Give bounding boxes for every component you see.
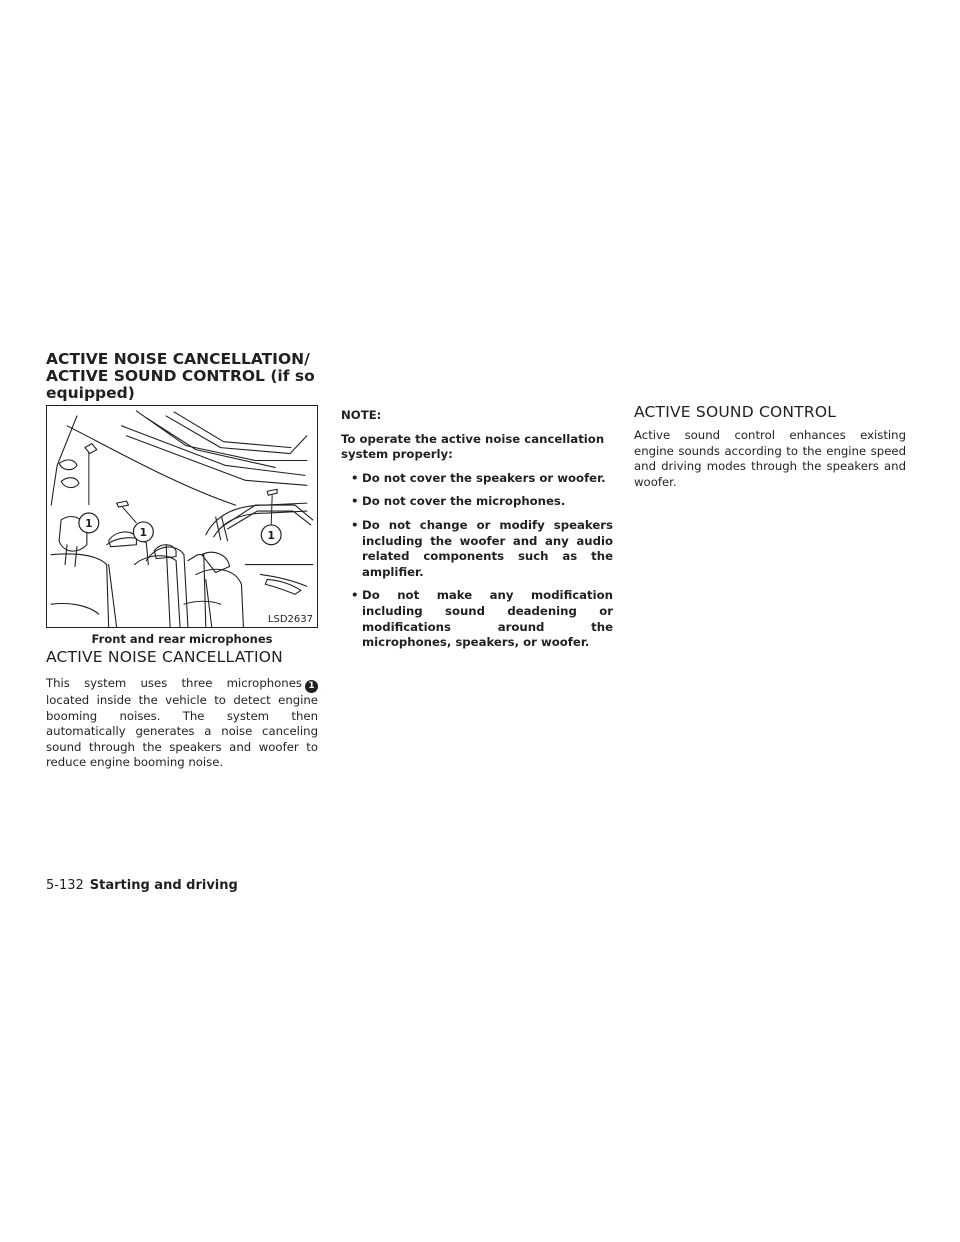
bullet: • <box>351 517 359 532</box>
list-item <box>341 588 613 650</box>
note-block <box>341 408 613 659</box>
page-footer <box>46 878 238 893</box>
list-item-text: Do not make any modification including sound deadening or modifications around the microphones, speakers, or woofer. <box>362 588 613 650</box>
callout-label: 1 <box>85 516 93 530</box>
section-heading <box>46 351 326 402</box>
callout-badge: 1 <box>305 680 318 693</box>
note-list <box>341 471 613 651</box>
callout-label: 1 <box>267 528 275 542</box>
page-number: 5-132 <box>46 878 84 893</box>
figure-code: LSD2637 <box>267 614 313 625</box>
figure-caption: Front and rear microphones <box>91 632 273 646</box>
callout-label: 1 <box>139 525 148 539</box>
list-item <box>341 471 613 487</box>
anc-text: This system uses three microphones <box>46 676 302 690</box>
bullet: • <box>351 494 359 509</box>
car-interior-illustration <box>47 406 317 627</box>
list-item <box>341 518 613 580</box>
list-item-text: Do not cover the microphones. <box>362 494 566 509</box>
microphone-location-figure <box>46 405 318 628</box>
note-label: NOTE: <box>341 408 382 422</box>
note-intro: To operate the active noise cancellation system properly: <box>341 431 605 462</box>
anc-text: located inside the vehicle to detect engine booming noises. The system then automatically generates a noise canceling sound through the speakers and woofer to reduce engine booming noise. <box>46 693 318 770</box>
anc-heading: ACTIVE NOISE CANCELLATION <box>46 648 283 666</box>
asc-heading: ACTIVE SOUND CONTROL <box>634 403 837 421</box>
section-heading-line: ACTIVE SOUND CONTROL (if so <box>46 367 315 385</box>
bullet: • <box>351 470 359 485</box>
list-item <box>341 494 613 510</box>
bullet: • <box>351 588 359 603</box>
asc-paragraph: Active sound control enhances existing engine sounds according to the engine speed and driving modes through the speakers and woofer. <box>634 428 906 489</box>
anc-paragraph <box>46 676 318 771</box>
list-item-text: Do not change or modify speakers including the woofer and any audio related components such as the amplifier. <box>362 517 613 579</box>
list-item-text: Do not cover the speakers or woofer. <box>362 470 606 485</box>
section-heading-line: equipped) <box>46 384 135 402</box>
section-heading-line: ACTIVE NOISE CANCELLATION/ <box>46 350 310 368</box>
chapter-title: Starting and driving <box>89 878 238 893</box>
